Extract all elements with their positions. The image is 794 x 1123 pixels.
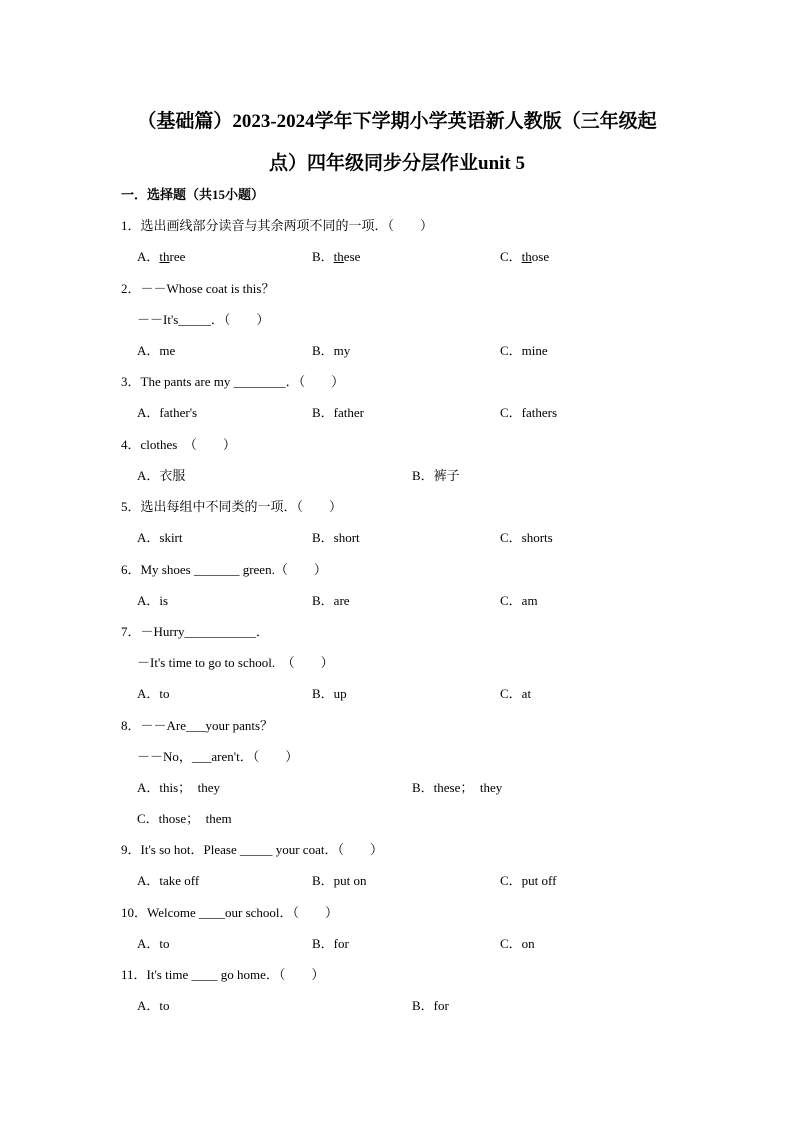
question-3-stem: 3．The pants are my ________．（ ）	[121, 374, 345, 389]
document-title-line2: 点）四年级同步分层作业unit 5	[269, 153, 525, 174]
question-1-stem: 1．选出画线部分读音与其余两项不同的一项．（ ）	[121, 218, 434, 233]
question-2-stem: 2．－－Whose coat is this？	[121, 281, 275, 296]
question-3-option-c: C．fathers	[500, 405, 558, 420]
question-7-stem-line2: －It's time to go to school. （ ）	[137, 655, 334, 670]
question-5-option-b: B．short	[312, 530, 360, 545]
question-8-option-a: A．this； they	[137, 780, 221, 795]
question-2-stem-line2: －－It's_____．（ ）	[137, 312, 270, 327]
question-2-option-a: A．me	[137, 343, 176, 358]
question-9-option-b: B．put on	[312, 873, 367, 888]
question-5-stem: 5．选出每组中不同类的一项．（ ）	[121, 499, 343, 514]
section-heading: 一．选择题（共15小题）	[121, 187, 265, 202]
question-1-option-c: C．those	[500, 249, 550, 264]
question-2-option-c: C．mine	[500, 343, 548, 358]
question-3-option-b: B．father	[312, 405, 364, 420]
question-4-stem: 4．clothes （ ）	[121, 437, 236, 452]
question-9-stem: 9．It's so hot．Please _____ your coat．（ ）	[121, 842, 383, 857]
question-8-option-c: C．those； them	[137, 811, 232, 826]
question-5-option-c: C．shorts	[500, 530, 553, 545]
question-6-option-c: C．am	[500, 593, 538, 608]
question-4-option-a: A．衣服	[137, 468, 186, 483]
question-1-option-a: A．three	[137, 249, 186, 264]
question-2-option-b: B．my	[312, 343, 351, 358]
question-7-option-a: A．to	[137, 686, 170, 701]
question-7-option-b: B．up	[312, 686, 347, 701]
question-10-stem: 10．Welcome ____our school．（ ）	[121, 905, 339, 920]
question-8-stem: 8．－－Are___your pants？	[121, 718, 274, 733]
question-7-option-c: C．at	[500, 686, 532, 701]
question-11-option-b: B．for	[412, 998, 449, 1013]
question-8-stem-line2: －－No，___aren't．（ ）	[137, 749, 299, 764]
question-6-stem: 6．My shoes _______ green.（ ）	[121, 562, 327, 577]
question-8-option-b: B．these； they	[412, 780, 503, 795]
question-4-option-b: B．裤子	[412, 468, 460, 483]
document-title-line1: （基础篇）2023-2024学年下学期小学英语新人教版（三年级起	[137, 111, 657, 132]
question-5-option-a: A．skirt	[137, 530, 183, 545]
question-7-stem: 7．－Hurry___________．	[121, 624, 270, 639]
question-6-option-b: B．are	[312, 593, 350, 608]
question-9-option-a: A．take off	[137, 873, 200, 888]
question-10-option-c: C．on	[500, 936, 535, 951]
question-1-option-b: B．these	[312, 249, 361, 264]
question-6-option-a: A．is	[137, 593, 169, 608]
question-10-option-b: B．for	[312, 936, 349, 951]
question-3-option-a: A．father's	[137, 405, 198, 420]
question-10-option-a: A．to	[137, 936, 170, 951]
question-11-option-a: A．to	[137, 998, 170, 1013]
question-9-option-c: C．put off	[500, 873, 557, 888]
question-11-stem: 11．It's time ____ go home．（ ）	[121, 967, 325, 982]
